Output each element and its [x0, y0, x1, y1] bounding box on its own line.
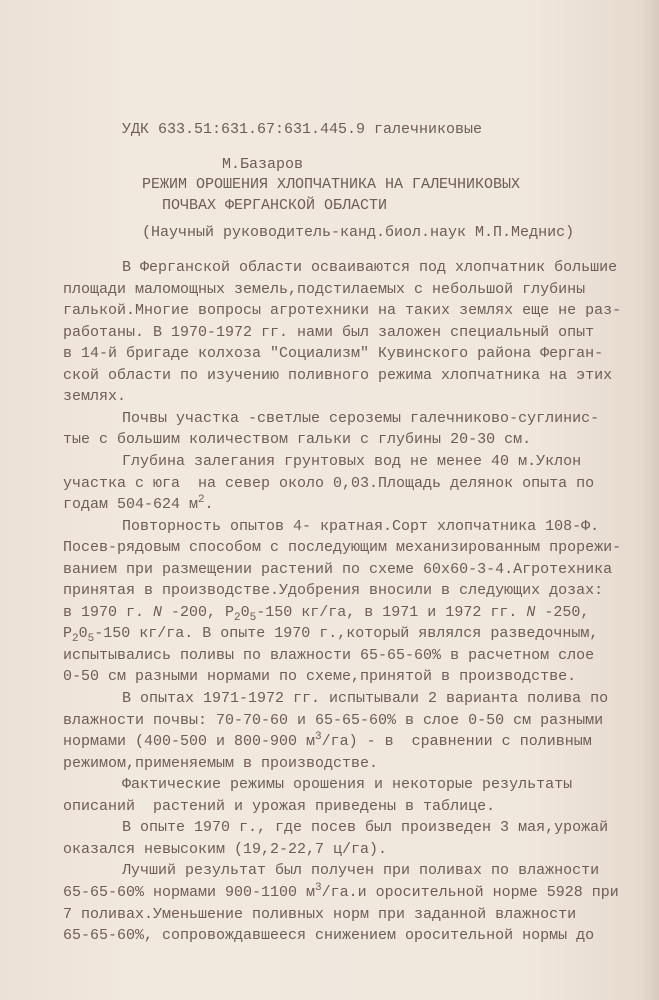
text-run: ской области по изучению поливного режима хлопчатника на этих: [63, 366, 613, 384]
text-run: влажности почвы: 70-70-60 и 65-65-60% в слое 0-50 см разными: [63, 711, 604, 729]
body-line: [63, 561, 612, 579]
text-run: P: [63, 625, 73, 643]
text-run: в 1970 г.: [63, 603, 154, 621]
body-line: [63, 841, 387, 859]
author-name: М.Базаров: [222, 156, 304, 173]
text-run: /га.и оросительной норме 5928 при: [321, 883, 619, 901]
text-run: работаны. В 1970-1972 гг. нами был заложен специальный опыт: [63, 323, 595, 341]
text-run: Почвы участка -светлые сероземы галечниково-суглинис-: [122, 409, 600, 427]
superscript: 3: [315, 731, 322, 744]
text-run: Посев-рядовым способом с последующим механизированным прорежи-: [63, 539, 622, 557]
body-line: [122, 259, 617, 277]
body-line: [63, 647, 594, 665]
text-run: 0: [78, 625, 88, 643]
text-run: галькой.Многие вопросы агротехники на таких землях еще не раз-: [63, 302, 622, 320]
body-line: [63, 604, 589, 622]
body-line: [122, 453, 581, 471]
subscript: 5: [87, 633, 95, 646]
body-line: [63, 496, 214, 514]
body-line: [63, 927, 594, 945]
body-line: [122, 410, 599, 428]
text-run: В опыте 1970 г., где посев был произведен 3 мая,урожай: [122, 819, 609, 837]
text-run: N: [526, 603, 536, 621]
text-run: годам 504-624 м: [63, 496, 199, 514]
body-line: [63, 582, 603, 600]
body-line: [63, 668, 576, 686]
text-run: Лучший результат был получен при поливах по влажности: [122, 862, 600, 880]
text-run: В Ферганской области осваиваются под хлопчатник большие: [122, 259, 618, 276]
body-line: [63, 539, 621, 557]
body-line: [63, 324, 594, 342]
body-line: [63, 388, 126, 406]
text-run: площади маломощных земель,подстилаемых с небольшой глубины: [63, 280, 586, 298]
text-run: ванием при размещении растений по схеме 60х60-3-4.Агротехника: [63, 560, 613, 578]
text-run: 65-65-60% нормами 900-1100 м: [63, 883, 316, 901]
body-line: [63, 345, 603, 363]
body-line: [122, 776, 572, 794]
subscript: 2: [234, 611, 241, 624]
text-run: 0-50 см разными нормами по схеме,принятой в производстве.: [63, 668, 577, 686]
superscript: 2: [198, 494, 205, 507]
body-line: [63, 431, 531, 449]
text-run: -150 кг/га, в 1971 и 1972 гг.: [256, 603, 527, 621]
body-line: [63, 906, 576, 924]
text-run: .: [204, 496, 214, 514]
superscript: 3: [315, 881, 322, 894]
text-run: нормами (400-500 и 800-900 м: [63, 733, 316, 751]
text-run: Повторность опытов 4- кратная.Сорт хлопчатника 108-Ф.: [122, 517, 600, 535]
text-run: -150 кг/га. В опыте 1970 г.,который являлся разведочным,: [94, 625, 599, 643]
title-line-1: РЕЖИМ ОРОШЕНИЯ ХЛОПЧАТНИКА НА ГАЛЕЧНИКОВЫХ: [142, 176, 521, 193]
text-run: землях.: [63, 388, 127, 406]
text-run: Фактические режимы орошения и некоторые результаты: [122, 776, 573, 794]
text-run: описаний растений и урожая приведены в таблице.: [63, 797, 496, 815]
body-line: [63, 733, 592, 751]
body-line: [63, 755, 378, 773]
body-line: [63, 281, 585, 299]
text-run: испытывались поливы по влажности 65-65-60% в расчетном слое: [63, 646, 595, 664]
text-run: -250,: [535, 603, 590, 621]
page-edge-shadow: [641, 0, 659, 1000]
body-line: [63, 712, 603, 730]
text-run: режимом,применяемым в производстве.: [63, 754, 379, 772]
text-run: участка с юга на север около 0,03.Площадь делянок опыта по: [63, 474, 595, 492]
body-line: [122, 690, 608, 708]
udk-code: УДК 633.51:631.67:631.445.9 галечниковые: [122, 121, 483, 138]
subscript: 5: [249, 611, 257, 624]
text-run: тые с большим количеством гальки с глубины 20-30 см.: [63, 431, 532, 449]
text-run: принятая в производстве.Удобрения вносили в следующих дозах:: [63, 582, 604, 600]
body-line: [122, 862, 599, 880]
supervisor-line: (Научный руководитель-канд.биол.наук М.П.Меднис): [142, 224, 575, 241]
body-line: [63, 475, 594, 493]
title-line-2: ПОЧВАХ ФЕРГАНСКОЙ ОБЛАСТИ: [162, 197, 388, 214]
body-line: [122, 819, 608, 837]
body-line: [63, 881, 619, 902]
body-line: [122, 518, 599, 536]
body-line: [63, 625, 599, 646]
text-run: 65-65-60%, сопровождавшееся снижением оросительной нормы до: [63, 927, 595, 945]
text-run: N: [153, 603, 163, 621]
body-line: [63, 367, 612, 385]
text-run: В опытах 1971-1972 гг. испытывали 2 варианта полива по: [122, 690, 609, 707]
text-run: Глубина залегания грунтовых вод не менее 40 м.Уклон: [122, 452, 582, 470]
text-run: -200, P: [162, 603, 235, 621]
body-line: [63, 798, 495, 816]
body-line: [63, 302, 621, 320]
text-run: 0: [240, 603, 250, 621]
text-run: в 14-й бригаде колхоза "Социализм" Кувинского района Ферган-: [63, 345, 604, 363]
text-run: /га) - в сравнении с поливным: [321, 733, 592, 751]
text-run: 7 поливах.Уменьшение поливных норм при заданной влажности: [63, 905, 577, 923]
text-run: оказался невысоким (19,2-22,7 ц/га).: [63, 840, 388, 858]
subscript: 2: [72, 633, 79, 646]
